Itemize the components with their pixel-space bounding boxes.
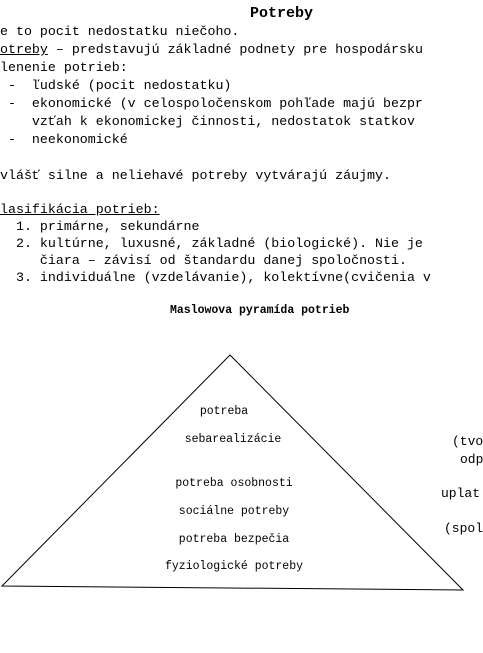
pyramid-title: Maslowova pyramída potrieb bbox=[170, 304, 350, 317]
definition-line: e to pocit nedostatku niečoho. bbox=[0, 24, 240, 39]
side-note: odp bbox=[460, 452, 483, 467]
side-note: (spol bbox=[444, 521, 483, 536]
bullet-item-continuation: vzťah k ekonomickej činnosti, nedostatok statkov bbox=[0, 114, 415, 129]
numbered-item: 2. kultúrne, luxusné, základné (biologické). Nie je bbox=[0, 236, 423, 251]
pyramid-level-self-actualization: sebarealizácie bbox=[184, 433, 282, 446]
needs-term: otreby bbox=[0, 42, 48, 57]
interests-line: vlášť silne a neliehavé potreby vytvárajú záujmy. bbox=[0, 168, 391, 183]
bullet-item: - neekonomické bbox=[0, 132, 128, 147]
pyramid-level-safety: potreba bezpečia bbox=[178, 533, 290, 546]
bullet-item: - ekonomické (v celospoločenskom pohľade majú bezpr bbox=[0, 96, 423, 111]
pyramid-level-self-actualization: potreba bbox=[199, 405, 249, 418]
pyramid-level-esteem: potreba osobnosti bbox=[175, 477, 293, 490]
division-heading: lenenie potrieb: bbox=[0, 60, 128, 75]
numbered-item-continuation: čiara – závisí od štandardu danej spoločnosti. bbox=[0, 253, 407, 268]
side-note: uplat bbox=[441, 486, 481, 501]
needs-definition: – predstavujú základné podnety pre hospodársku bbox=[47, 42, 423, 57]
classification-heading: lasifikácia potrieb: bbox=[0, 202, 160, 217]
numbered-item: 3. individuálne (vzdelávanie), kolektívne(cvičenia v bbox=[0, 270, 431, 285]
page-title: Potreby bbox=[250, 5, 314, 22]
pyramid-level-social: sociálne potreby bbox=[178, 505, 290, 518]
numbered-item: 1. primárne, sekundárne bbox=[0, 219, 200, 234]
pyramid-level-physiological: fyziologické potreby bbox=[164, 560, 304, 573]
side-note: (tvo bbox=[452, 434, 483, 449]
pyramid-triangle bbox=[2, 355, 463, 590]
bullet-item: - ľudské (pocit nedostatku) bbox=[0, 78, 232, 93]
